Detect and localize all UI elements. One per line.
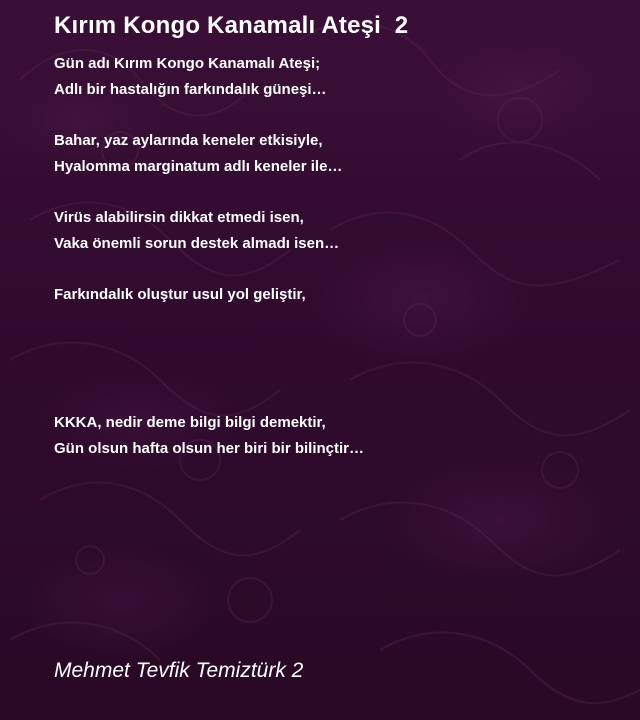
poem-line: Virüs alabilirsin dikkat etmedi isen, <box>54 209 304 226</box>
poem-author: Mehmet Tevfik Temiztürk 2 <box>54 659 304 682</box>
poem-line: Vaka önemli sorun destek almadı isen… <box>54 235 340 252</box>
poem-title: Kırım Kongo Kanamalı Ateşi 2 <box>54 12 409 39</box>
poem-line: Bahar, yaz aylarında keneler etkisiyle, <box>54 132 323 149</box>
poem-line: Adlı bir hastalığın farkındalık güneşi… <box>54 81 327 98</box>
poem-line: KKKA, nedir deme bilgi bilgi demektir, <box>54 414 326 431</box>
poem-line: Gün adı Kırım Kongo Kanamalı Ateşi; <box>54 55 321 72</box>
poem-line: Hyalomma marginatum adlı keneler ile… <box>54 158 343 175</box>
poem-line: Gün olsun hafta olsun her biri bir bilinçtir… <box>54 440 365 457</box>
poem-line: Farkındalık oluştur usul yol geliştir, <box>54 286 306 303</box>
